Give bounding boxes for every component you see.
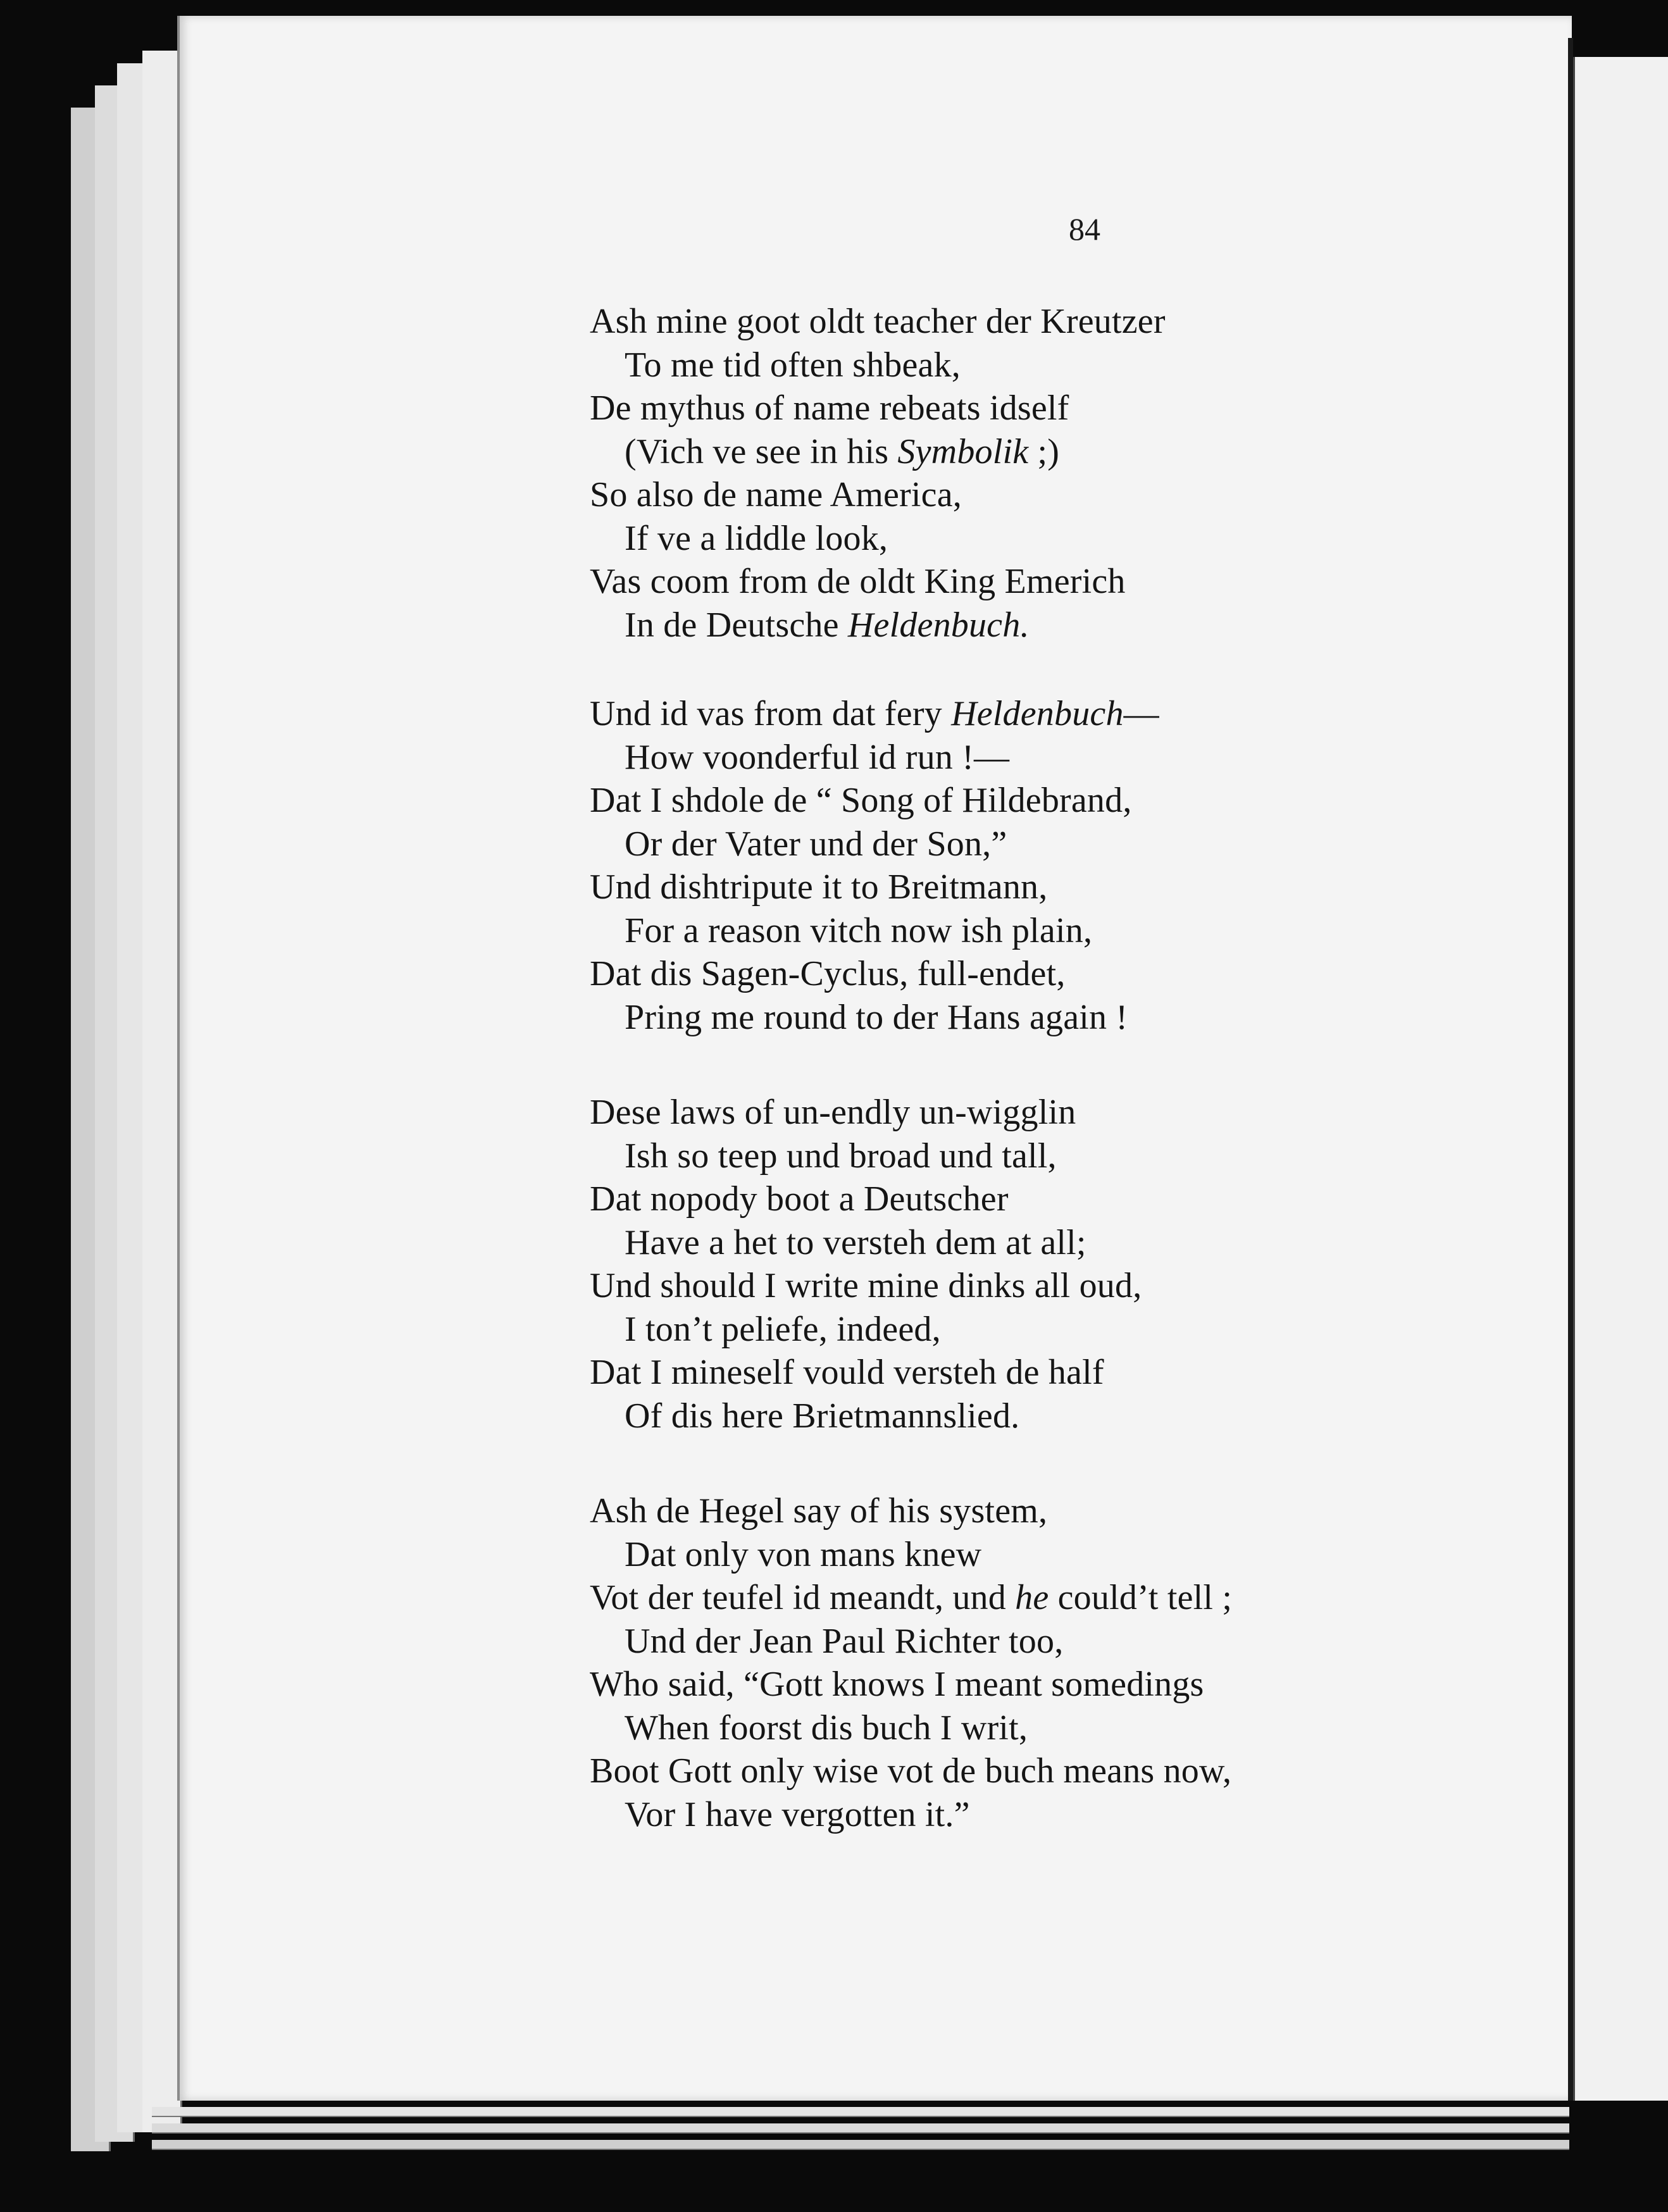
poem-line: Dat only von mans knew [625, 1534, 982, 1574]
page-bottom-edge [152, 2107, 1569, 2117]
poem-line: Ash de Hegel say of his system, [590, 1491, 1048, 1531]
poem-line: Or der Vater und der Son,” [625, 824, 1007, 864]
poem-line: Of dis here Brietmannslied. [625, 1396, 1020, 1436]
poem-line: Boot Gott only wise vot de buch means now, [590, 1751, 1232, 1791]
poem-line: Ish so teep und broad und tall, [625, 1136, 1057, 1176]
page-edge [142, 51, 182, 2132]
poem-line: Dat I shdole de “ Song of Hildebrand, [590, 781, 1132, 820]
poem-line: Dese laws of un-endly un-wigglin [590, 1093, 1076, 1132]
italic-word: he [1015, 1578, 1049, 1617]
poem-line: When foorst dis buch I writ, [625, 1708, 1028, 1748]
poem-line: Dat nopody boot a Deutscher [590, 1179, 1009, 1219]
poem-line: Und der Jean Paul Richter too, [625, 1621, 1064, 1661]
page-sheet [177, 16, 1572, 2101]
page-number: 84 [1069, 211, 1100, 247]
poem-line: If ve a liddle look, [625, 518, 888, 558]
poem-line: So also de name America, [590, 475, 962, 514]
poem-line: In de Deutsche Heldenbuch. [625, 605, 1030, 645]
poem-line: Ash mine goot oldt teacher der Kreutzer [590, 302, 1166, 341]
poem-line: How voonderful id run !— [625, 737, 1010, 777]
poem-line: De mythus of name rebeats idself [590, 388, 1069, 428]
poem-line: Pring me round to der Hans again ! [625, 997, 1128, 1037]
italic-word: Heldenbuch [951, 694, 1124, 733]
poem-line: Vas coom from de oldt King Emerich [590, 562, 1126, 601]
poem-line: Und should I write mine dinks all oud, [590, 1266, 1142, 1305]
book-spine [1568, 38, 1573, 2101]
poem-line: Who said, “Gott knows I meant somedings [590, 1665, 1204, 1704]
poem-line: Und dishtripute it to Breitmann, [590, 867, 1048, 907]
poem-line: To me tid often shbeak, [625, 345, 961, 385]
poem-line: Dat dis Sagen-Cyclus, full-endet, [590, 954, 1066, 993]
poem-line: Have a het to versteh dem at all; [625, 1222, 1086, 1262]
poem-line: Dat I mineself vould versteh de half [590, 1353, 1104, 1392]
poem [180, 16, 1572, 2041]
poem-line: Und id vas from dat fery Heldenbuch— [590, 694, 1159, 733]
italic-word: Symbolik [897, 432, 1029, 471]
poem-line: (Vich ve see in his Symbolik ;) [625, 432, 1060, 471]
poem-line: Vor I have vergotten it.” [625, 1794, 970, 1834]
poem-line: Vot der teufel id meandt, und he could’t tell ; [590, 1578, 1233, 1617]
page-bottom-edge [152, 2123, 1569, 2134]
poem-line: For a reason vitch now ish plain, [625, 910, 1093, 950]
page-bottom-edge [152, 2140, 1569, 2150]
italic-word: Heldenbuch. [847, 605, 1030, 645]
poem-line: I ton’t peliefe, indeed, [625, 1309, 941, 1349]
facing-page-edge [1573, 57, 1668, 2101]
